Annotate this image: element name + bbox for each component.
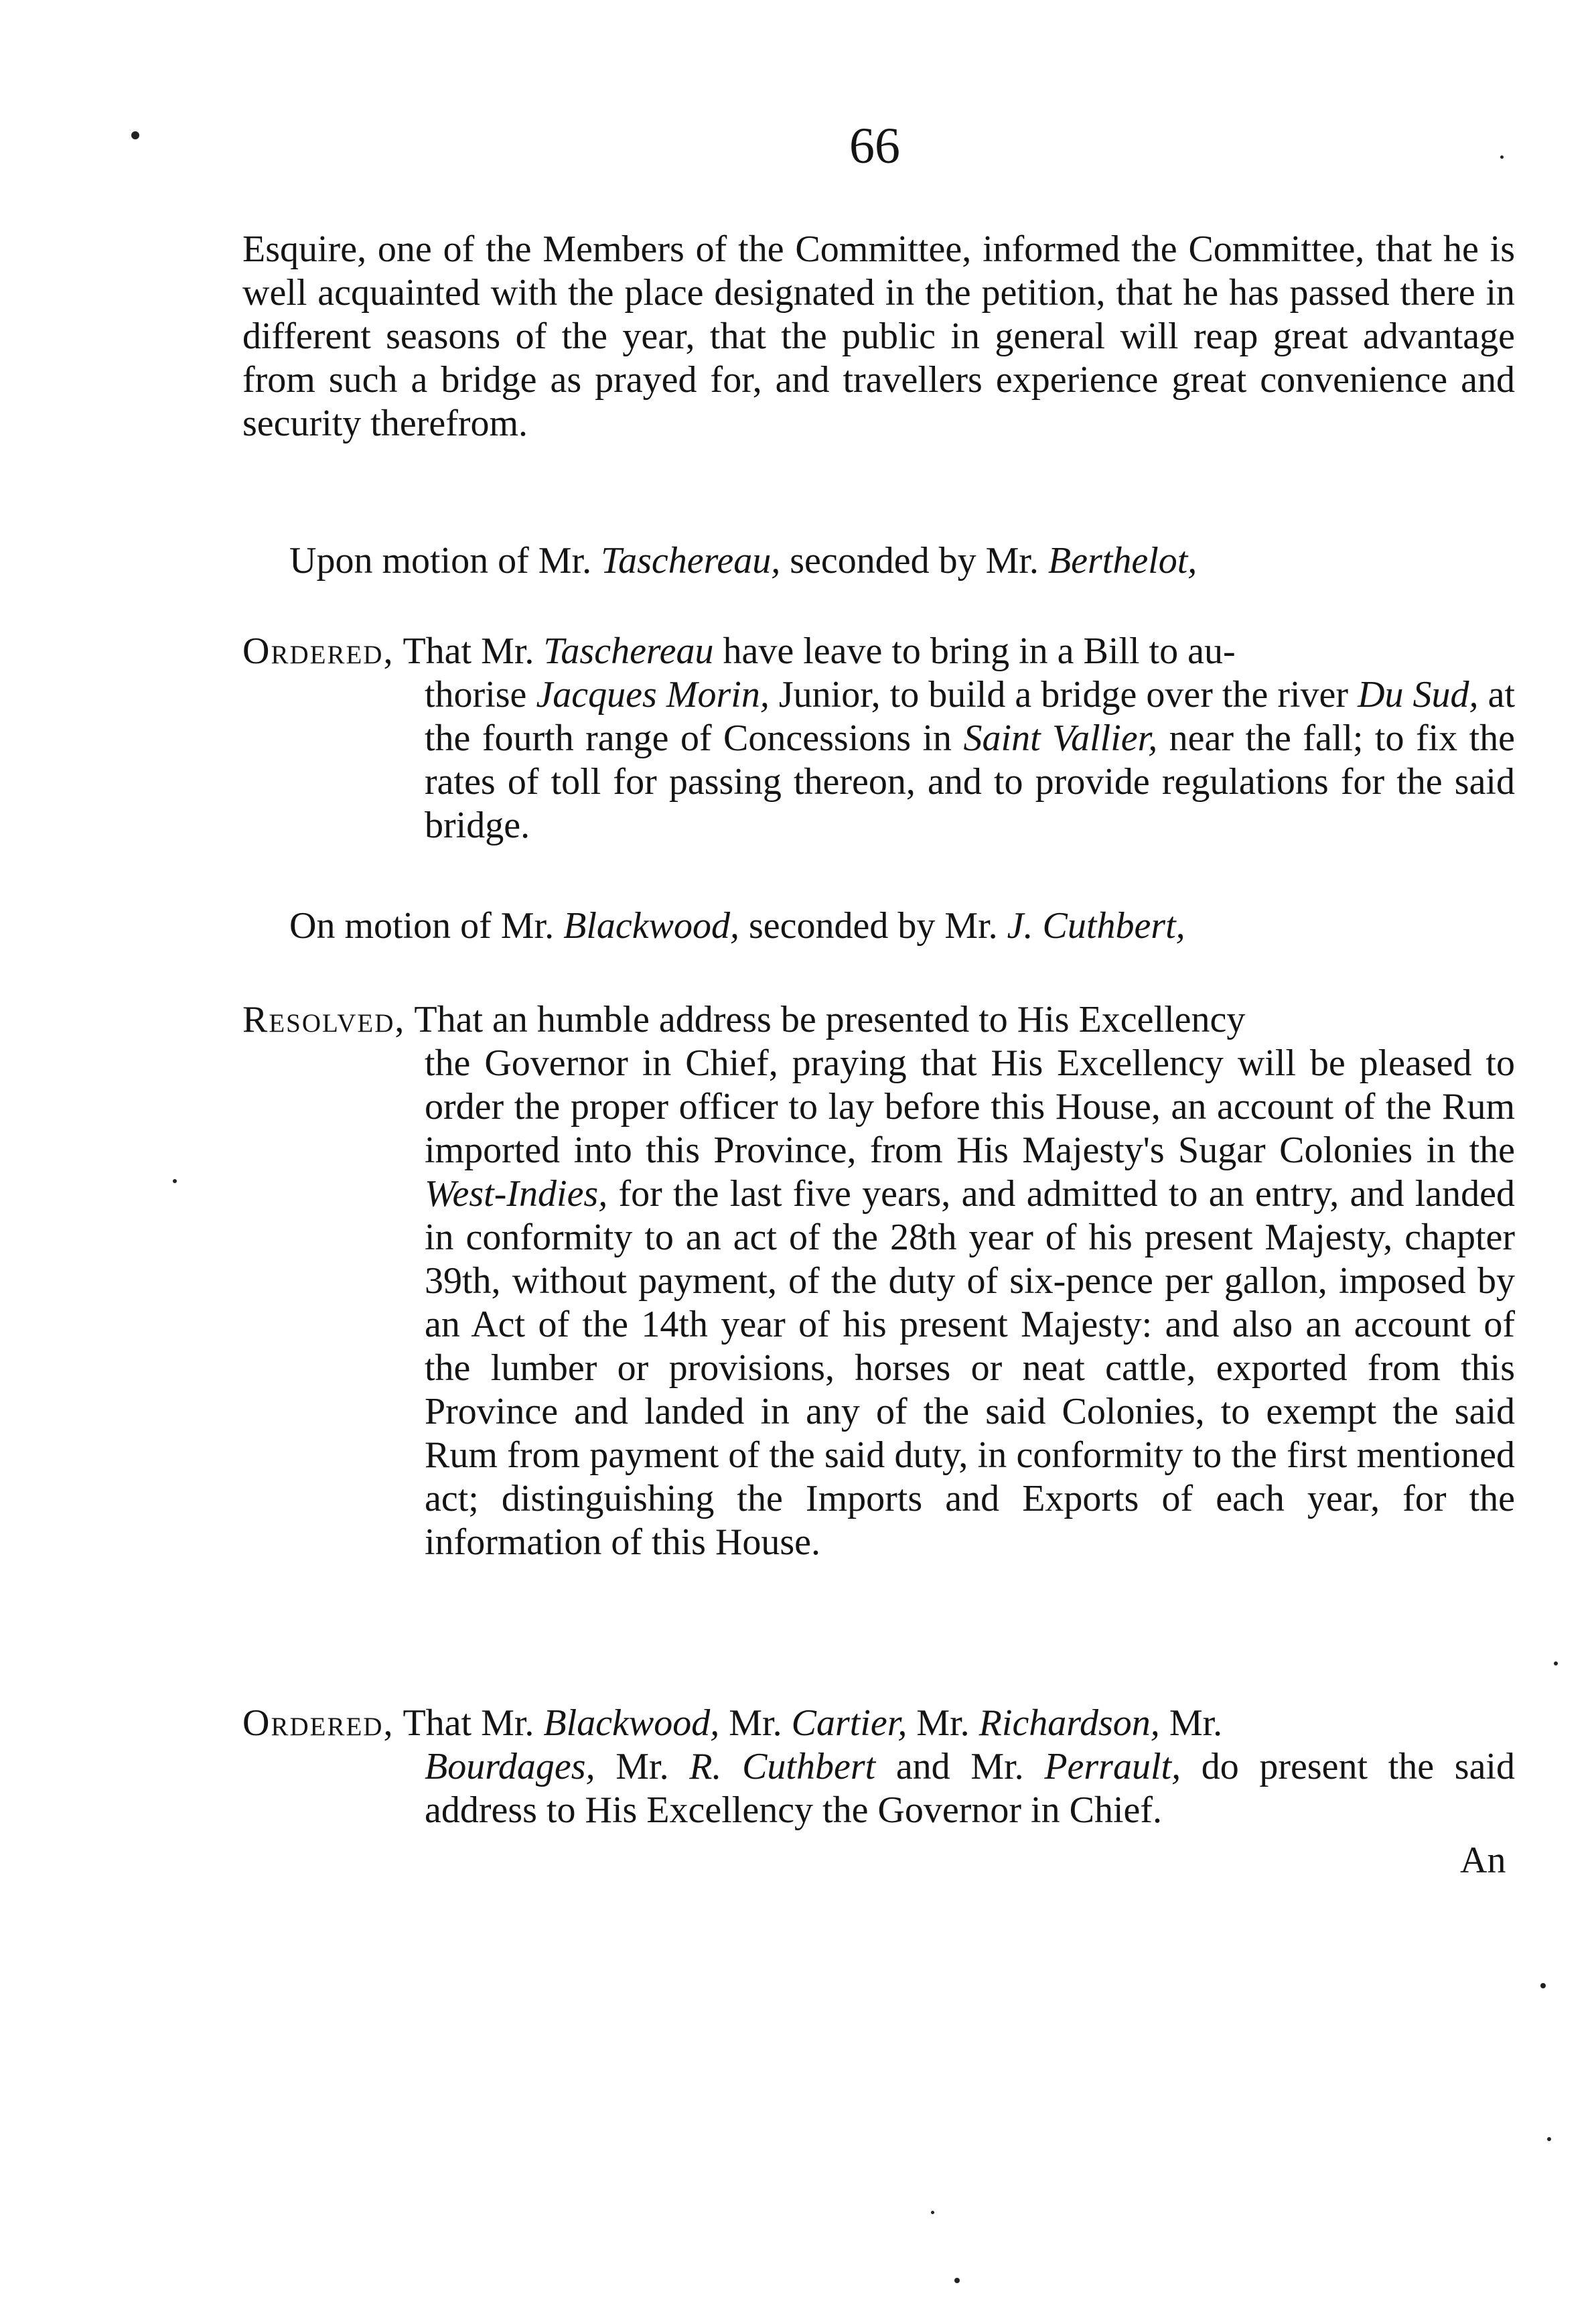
ordered-body: [242, 673, 1515, 847]
scan-speck: [931, 2211, 934, 2214]
mover-name: Taschereau,: [601, 540, 781, 582]
order-text: and Mr.: [875, 1746, 1045, 1787]
scan-speck: [1547, 2137, 1551, 2141]
member-name: Taschereau: [543, 630, 714, 672]
member-name: Blackwood,: [543, 1702, 720, 1744]
motion-text: seconded by Mr.: [780, 540, 1048, 582]
motion-paragraph-1: [289, 539, 1515, 583]
member-name: Perrault,: [1044, 1746, 1181, 1787]
intro-paragraph: Esquire, one of the Members of the Committee, informed the Committee, that he is well acquainted with the place designated in the petition, that he has passed there in different seasons of the year, that the public in general will reap great advantage from such a bridge as prayed for, and travellers experience great convenience and security therefrom.: [242, 228, 1515, 444]
member-name: R. Cuthbert: [689, 1746, 876, 1787]
resolved-lead-line: [242, 998, 1515, 1042]
ordered-label: Ordered,: [242, 630, 394, 672]
order-text: Mr.: [719, 1702, 792, 1744]
scan-speck: [173, 1179, 177, 1183]
catchword: An: [1460, 1840, 1506, 1881]
seconder-name: Berthelot,: [1047, 540, 1198, 582]
order-text: Junior, to build a bridge over the river: [769, 674, 1358, 715]
motion-text: seconded by Mr.: [739, 905, 1007, 947]
ordered-paragraph-1: [242, 630, 1515, 847]
order-text: have leave to bring in a Bill to au-: [713, 630, 1236, 672]
motion-text: On motion of Mr.: [289, 905, 564, 947]
order-text: Mr.: [907, 1702, 979, 1744]
ordered-body: [242, 1745, 1515, 1832]
resolved-paragraph: [242, 998, 1515, 1564]
motion-text: Upon motion of Mr.: [289, 540, 601, 582]
scan-speck: [1500, 155, 1504, 159]
order-text: Mr.: [1159, 1702, 1223, 1744]
resolved-text: the Governor in Chief, praying that His Excellency will be pleased to order the proper officer to lay before this House, an account of the Rum imported into this Province, from His Majesty's Sugar Colonies in the: [425, 1042, 1515, 1171]
member-name: Richardson,: [978, 1702, 1160, 1744]
scan-speck: [1540, 1983, 1546, 1988]
order-text: do present the said address to His Excellency the Governor in Chief.: [425, 1746, 1515, 1831]
seconder-name: J. Cuthbert,: [1007, 905, 1185, 947]
resolved-text: for the last five years, and admitted to an entry, and landed in conformity to an act of the 28th year of his present Majesty, chapter 39th, without payment, of the duty of six-pence per gallon, imposed by an Act of the 14th year of his present Majesty: and also an account of the lumber or provisions, horses or neat cattle, exported from this Province and landed in any of the said Colonies, to exempt the said Rum from payment of the said duty, in conformity to the first mentioned act; distinguishing the Imports and Exports of each year, for the information of this House.: [425, 1173, 1515, 1563]
river-name: Du Sud,: [1358, 674, 1479, 715]
ordered-label: Ordered,: [242, 1702, 394, 1744]
order-text: thorise: [425, 674, 536, 715]
resolved-text: That an humble address be presented to His Excellency: [405, 999, 1246, 1040]
mover-name: Blackwood,: [563, 905, 739, 947]
order-text: That Mr.: [394, 630, 544, 672]
resolved-label: Resolved,: [242, 999, 406, 1040]
motion-paragraph-2: [289, 904, 1515, 948]
place-name: West-Indies,: [425, 1173, 608, 1215]
member-name: Cartier,: [791, 1702, 908, 1744]
resolved-body: [242, 1042, 1515, 1564]
ordered-lead-line: [242, 630, 1515, 673]
scan-speck: [131, 131, 139, 139]
order-text: Mr.: [595, 1746, 690, 1787]
order-text: That Mr.: [394, 1702, 544, 1744]
person-name: Jacques Morin,: [536, 674, 770, 715]
scan-speck: [954, 2278, 960, 2283]
order-text: near the fall; to fix the rates of toll for passing thereon, and to provide regulations for the said bridge.: [425, 718, 1516, 846]
member-name: Bourdages,: [425, 1746, 595, 1787]
page-number: 66: [849, 118, 900, 174]
ordered-paragraph-2: [242, 1702, 1515, 1832]
order-text: at the fourth range of Concessions in: [425, 674, 1516, 759]
scan-speck: [1554, 1661, 1558, 1665]
place-name: Saint Vallier,: [963, 718, 1158, 759]
ordered-lead-line: [242, 1702, 1515, 1745]
